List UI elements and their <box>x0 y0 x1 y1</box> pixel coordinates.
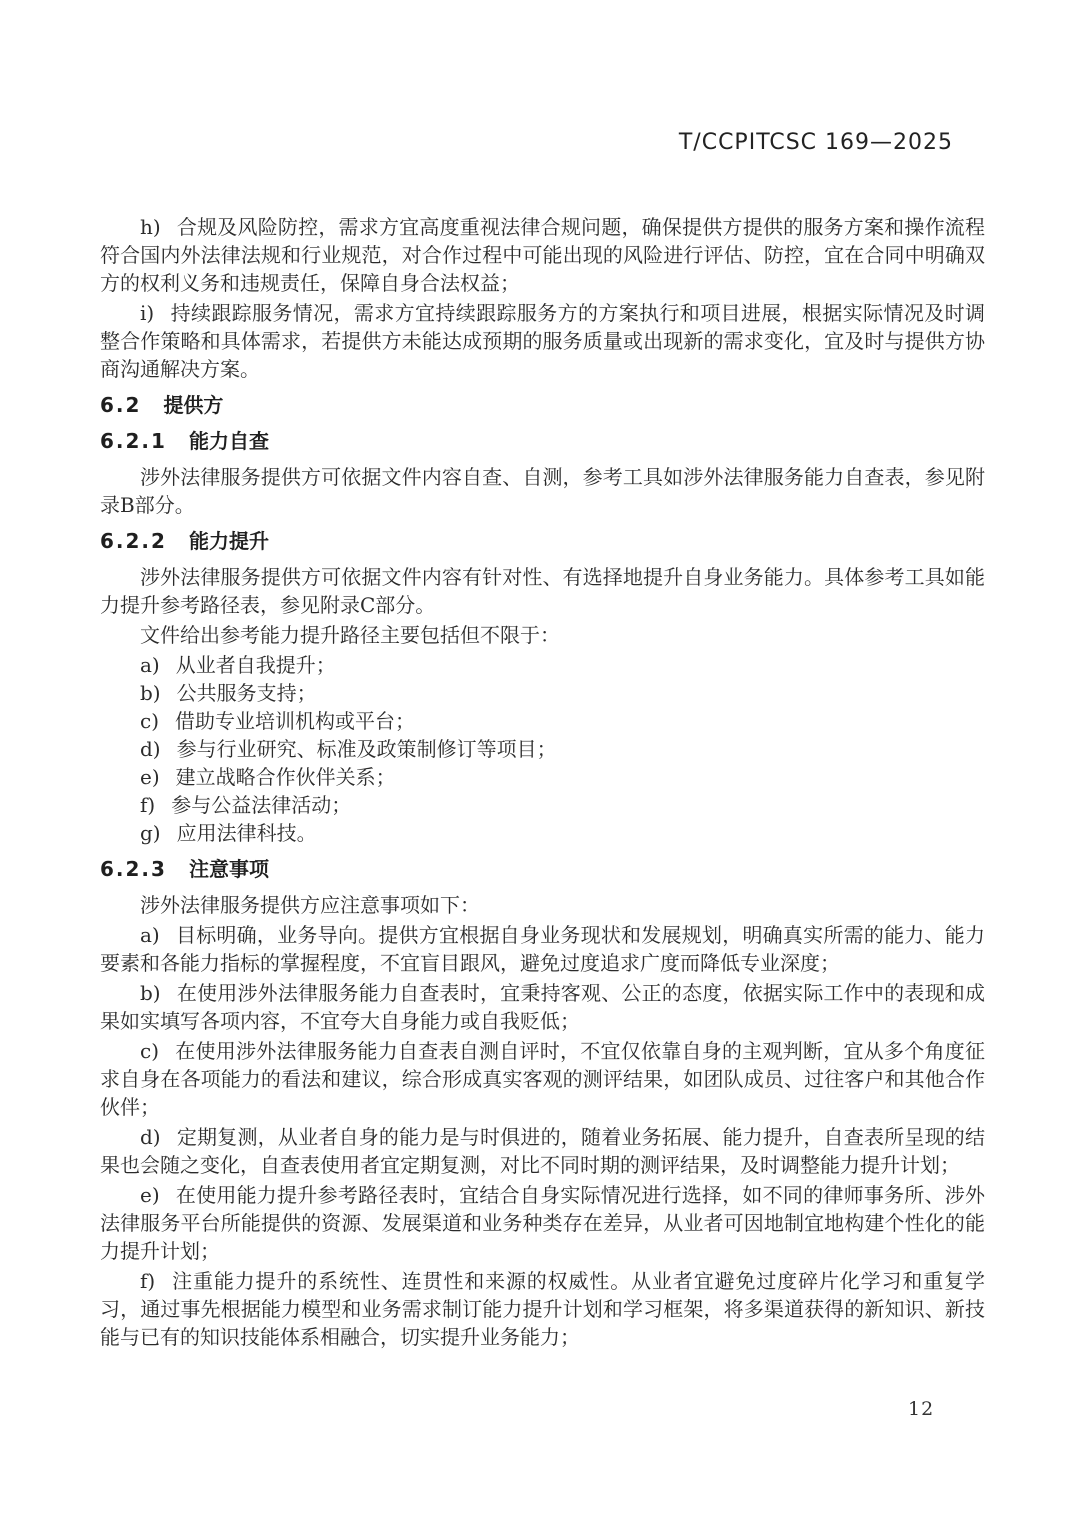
list-item <box>100 819 985 847</box>
paragraph: 涉外法律服务提供方应注意事项如下： <box>140 893 480 917</box>
section-heading-6-2 <box>100 391 985 419</box>
list-item-marker: b) <box>140 981 161 1005</box>
list-item <box>100 763 985 791</box>
list-item-text: 在使用涉外法律服务能力自查表时，宜秉持客观、公正的态度，依据实际工作中的表现和成果如实填写各项内容，不宜夸大自身能力或自我贬低； <box>100 981 985 1033</box>
list-item-text: 参与公益法律活动； <box>171 793 352 817</box>
list-item-marker: g) <box>140 821 161 845</box>
list-item-marker: f) <box>140 793 156 817</box>
list-item-marker: h) <box>140 215 161 239</box>
list-item-text: 在使用能力提升参考路径表时，宜结合自身实际情况进行选择，如不同的律师事务所、涉外法律服务平台所能提供的资源、发展渠道和业务种类存在差异，从业者可因地制宜地构建个性化的能力提升计划； <box>100 1183 985 1263</box>
list-item-text: 合规及风险防控，需求方宜高度重视法律合规问题，确保提供方提供的服务方案和操作流程符合国内外法律法规和行业规范，对合作过程中可能出现的风险进行评估、防控，宜在合同中明确双方的权利义务和违规责任，保障自身合法权益； <box>100 215 985 295</box>
capability-path-list <box>100 651 985 847</box>
list-item-marker: a) <box>140 653 160 677</box>
list-item-text: 从业者自我提升； <box>175 653 336 677</box>
list-item-marker: d) <box>140 737 161 761</box>
list-item-marker: i) <box>140 301 155 325</box>
list-item <box>100 651 985 679</box>
list-item <box>100 921 985 977</box>
doc-number: T/CCPITCSC 169—2025 <box>678 130 953 155</box>
list-item-marker: a) <box>140 923 160 947</box>
list-item-text: 在使用涉外法律服务能力自查表自测自评时，不宜仅依靠自身的主观判断，宜从多个角度征求自身在各项能力的看法和建议，综合形成真实客观的测评结果，如团队成员、过往客户和其他合作伙伴； <box>100 1039 985 1119</box>
list-item-text: 定期复测，从业者自身的能力是与时俱进的，随着业务拓展、能力提升，自查表所呈现的结果也会随之变化，自查表使用者宜定期复测，对比不同时期的测评结果，及时调整能力提升计划； <box>100 1125 985 1177</box>
list-item-text: 持续跟踪服务情况，需求方宜持续跟踪服务方的方案执行和项目进展，根据实际情况及时调整合作策略和具体需求，若提供方未能达成预期的服务质量或出现新的需求变化，宜及时与提供方协商沟通解决方案。 <box>100 301 985 381</box>
heading-title: 能力提升 <box>188 529 269 553</box>
list-item <box>100 1267 985 1351</box>
section-heading-6-2-3 <box>100 855 985 883</box>
list-item <box>100 791 985 819</box>
list-item <box>100 1123 985 1179</box>
list-item-marker: b) <box>140 681 161 705</box>
heading-number: 6.2.3 <box>100 857 167 881</box>
section-heading-6-2-1 <box>100 427 985 455</box>
list-item <box>100 707 985 735</box>
paragraph: 涉外法律服务提供方可依据文件内容有针对性、有选择地提升自身业务能力。具体参考工具如能力提升参考路径表，参见附录C部分。 <box>100 565 985 617</box>
page-number: 12 <box>908 1398 935 1420</box>
list-item-text: 借助专业培训机构或平台； <box>175 709 416 733</box>
page-content <box>100 213 985 1353</box>
list-item <box>100 1037 985 1121</box>
list-item-marker: e) <box>140 765 160 789</box>
paragraph: 文件给出参考能力提升路径主要包括但不限于： <box>140 623 560 647</box>
list-item-marker: f) <box>140 1269 156 1293</box>
list-item-text: 公共服务支持； <box>176 681 317 705</box>
list-item-marker: d) <box>140 1125 161 1149</box>
heading-title: 能力自查 <box>188 429 269 453</box>
list-item-marker: c) <box>140 1039 160 1063</box>
list-item <box>100 679 985 707</box>
list-item-h <box>100 213 985 297</box>
list-item <box>100 979 985 1035</box>
list-item-marker: e) <box>140 1183 160 1207</box>
list-item-text: 建立战略合作伙伴关系； <box>175 765 396 789</box>
list-item-i <box>100 299 985 383</box>
heading-title: 注意事项 <box>188 857 269 881</box>
list-item <box>100 735 985 763</box>
heading-number: 6.2.2 <box>100 529 167 553</box>
list-item-text: 目标明确，业务导向。提供方宜根据自身业务现状和发展规划，明确真实所需的能力、能力要素和各能力指标的掌握程度，不宜盲目跟风，避免过度追求广度而降低专业深度； <box>100 923 985 975</box>
paragraph: 涉外法律服务提供方可依据文件内容自查、自测，参考工具如涉外法律服务能力自查表，参见附录B部分。 <box>100 465 985 517</box>
list-item-text: 注重能力提升的系统性、连贯性和来源的权威性。从业者宜避免过度碎片化学习和重复学习，通过事先根据能力模型和业务需求制订能力提升计划和学习框架，将多渠道获得的新知识、新技能与已有的知识技能体系相融合，切实提升业务能力； <box>100 1269 985 1349</box>
list-item-text: 应用法律科技。 <box>176 821 317 845</box>
section-heading-6-2-2 <box>100 527 985 555</box>
list-item-marker: c) <box>140 709 160 733</box>
list-item-text: 参与行业研究、标准及政策制修订等项目； <box>176 737 557 761</box>
list-item <box>100 1181 985 1265</box>
notes-list <box>100 921 985 1351</box>
heading-title: 提供方 <box>163 393 224 417</box>
heading-number: 6.2 <box>100 393 142 417</box>
heading-number: 6.2.1 <box>100 429 167 453</box>
